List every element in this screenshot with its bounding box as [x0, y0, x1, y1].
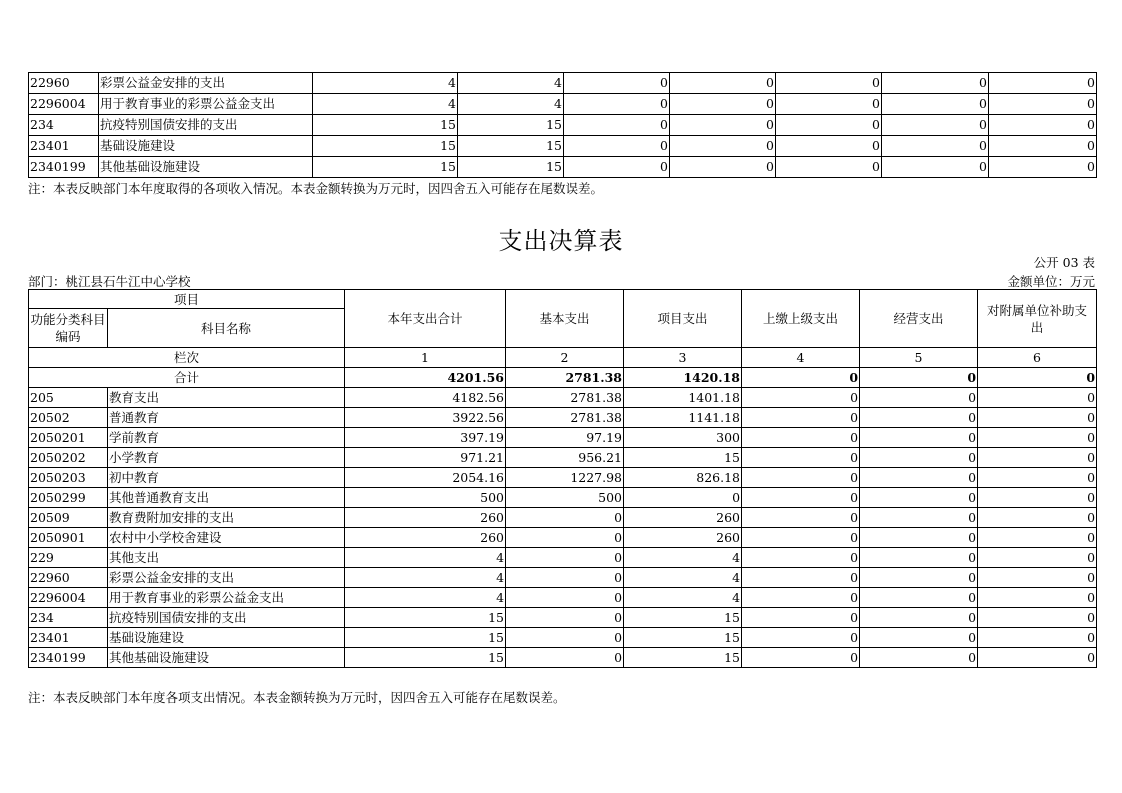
- row-value: 0: [670, 115, 776, 136]
- row-value: 0: [776, 136, 882, 157]
- table-row: [29, 136, 1097, 157]
- row-value: 0: [989, 157, 1097, 178]
- row-value: 0: [978, 388, 1097, 408]
- row-value: 0: [506, 528, 624, 548]
- row-value: 0: [624, 488, 742, 508]
- row-value: 97.19: [506, 428, 624, 448]
- row-code: 2296004: [29, 588, 108, 608]
- row-value: 0: [564, 136, 670, 157]
- row-value: 0: [742, 648, 860, 668]
- row-value: 4: [624, 568, 742, 588]
- row-value: 2781.38: [506, 408, 624, 428]
- table-row: [29, 548, 1097, 568]
- row-name: 普通教育: [108, 408, 345, 428]
- row-name: 教育费附加安排的支出: [108, 508, 345, 528]
- row-value: 4: [345, 548, 506, 568]
- row-value: 0: [882, 157, 989, 178]
- row-value: 0: [989, 94, 1097, 115]
- column-index-label: 栏次: [29, 348, 345, 368]
- row-name: 其他基础设施建设: [99, 157, 313, 178]
- row-value: 4: [345, 568, 506, 588]
- row-value: 2054.16: [345, 468, 506, 488]
- row-name: 抗疫特别国债安排的支出: [108, 608, 345, 628]
- row-name: 彩票公益金安排的支出: [99, 73, 313, 94]
- row-value: 15: [345, 628, 506, 648]
- row-value: 0: [860, 548, 978, 568]
- row-value: 0: [860, 528, 978, 548]
- row-value: 0: [776, 94, 882, 115]
- row-value: 0: [978, 428, 1097, 448]
- row-code: 2340199: [29, 648, 108, 668]
- row-value: 0: [989, 73, 1097, 94]
- amount-unit-label: 金额单位：万元: [1007, 274, 1095, 289]
- header-code: 功能分类科目编码: [29, 309, 108, 348]
- row-value: 0: [882, 73, 989, 94]
- row-value: 0: [670, 94, 776, 115]
- row-value: 4: [345, 588, 506, 608]
- row-name: 用于教育事业的彩票公益金支出: [108, 588, 345, 608]
- row-name: 学前教育: [108, 428, 345, 448]
- row-value: 0: [978, 408, 1097, 428]
- row-value: 260: [624, 528, 742, 548]
- row-value: 826.18: [624, 468, 742, 488]
- header-basic-expenditure: 基本支出: [506, 290, 624, 348]
- row-value: 260: [624, 508, 742, 528]
- row-value: 956.21: [506, 448, 624, 468]
- row-value: 0: [978, 488, 1097, 508]
- row-value: 0: [882, 115, 989, 136]
- header-total-expenditure: 本年支出合计: [345, 290, 506, 348]
- total-label: 合计: [29, 368, 345, 388]
- table-row: [29, 428, 1097, 448]
- row-name: 用于教育事业的彩票公益金支出: [99, 94, 313, 115]
- table-row: [29, 568, 1097, 588]
- row-value: 0: [989, 136, 1097, 157]
- row-value: 15: [458, 115, 564, 136]
- table-row: [29, 408, 1097, 428]
- row-value: 4: [458, 94, 564, 115]
- table-row: [29, 648, 1097, 668]
- table-row: [29, 588, 1097, 608]
- row-value: 0: [742, 588, 860, 608]
- table-row: [29, 528, 1097, 548]
- row-value: 0: [742, 608, 860, 628]
- table-row: [29, 115, 1097, 136]
- row-code: 23401: [29, 136, 99, 157]
- row-name: 基础设施建设: [99, 136, 313, 157]
- row-value: 0: [978, 548, 1097, 568]
- total-value: 2781.38: [506, 368, 624, 388]
- row-value: 0: [506, 568, 624, 588]
- column-index-4: 4: [742, 348, 860, 368]
- row-value: 0: [860, 508, 978, 528]
- row-value: 0: [742, 448, 860, 468]
- row-name: 初中教育: [108, 468, 345, 488]
- row-code: 205: [29, 388, 108, 408]
- form-number: 公开 03 表: [1033, 255, 1095, 270]
- table-row: [29, 448, 1097, 468]
- row-value: 0: [860, 628, 978, 648]
- row-value: 0: [860, 408, 978, 428]
- row-value: 0: [742, 508, 860, 528]
- row-value: 0: [860, 448, 978, 468]
- row-value: 0: [742, 628, 860, 648]
- row-value: 0: [860, 608, 978, 628]
- header-name: 科目名称: [108, 309, 345, 348]
- row-code: 2050202: [29, 448, 108, 468]
- row-value: 0: [978, 628, 1097, 648]
- row-value: 15: [624, 648, 742, 668]
- row-code: 20509: [29, 508, 108, 528]
- row-value: 15: [313, 157, 458, 178]
- expenditure-table: [28, 289, 1097, 668]
- table-row: [29, 94, 1097, 115]
- row-value: 0: [860, 468, 978, 488]
- row-value: 0: [742, 488, 860, 508]
- row-value: 15: [624, 608, 742, 628]
- table-row: [29, 488, 1097, 508]
- page-title: 支出决算表: [498, 227, 624, 255]
- row-value: 0: [978, 528, 1097, 548]
- row-value: 15: [458, 157, 564, 178]
- row-value: 0: [742, 428, 860, 448]
- total-value: 0: [860, 368, 978, 388]
- row-code: 229: [29, 548, 108, 568]
- row-value: 0: [506, 548, 624, 568]
- row-value: 0: [506, 628, 624, 648]
- row-value: 3922.56: [345, 408, 506, 428]
- row-value: 500: [506, 488, 624, 508]
- row-value: 0: [564, 115, 670, 136]
- row-value: 0: [978, 608, 1097, 628]
- row-code: 2050299: [29, 488, 108, 508]
- row-value: 4: [458, 73, 564, 94]
- row-value: 0: [742, 548, 860, 568]
- table-row: [29, 608, 1097, 628]
- row-value: 1227.98: [506, 468, 624, 488]
- row-value: 0: [860, 488, 978, 508]
- row-value: 0: [882, 94, 989, 115]
- expenditure-table-note: 注：本表反映部门本年度各项支出情况。本表金额转换为万元时，因四舍五入可能存在尾数误差。: [28, 690, 566, 705]
- total-value: 0: [978, 368, 1097, 388]
- row-value: 0: [506, 508, 624, 528]
- row-name: 彩票公益金安排的支出: [108, 568, 345, 588]
- row-code: 234: [29, 115, 99, 136]
- row-value: 0: [564, 73, 670, 94]
- row-name: 抗疫特别国债安排的支出: [99, 115, 313, 136]
- column-index-6: 6: [978, 348, 1097, 368]
- row-value: 0: [860, 648, 978, 668]
- row-code: 20502: [29, 408, 108, 428]
- row-value: 971.21: [345, 448, 506, 468]
- row-value: 4: [624, 548, 742, 568]
- row-value: 0: [742, 408, 860, 428]
- row-name: 农村中小学校舍建设: [108, 528, 345, 548]
- row-name: 教育支出: [108, 388, 345, 408]
- row-code: 2050201: [29, 428, 108, 448]
- row-value: 300: [624, 428, 742, 448]
- row-value: 0: [860, 388, 978, 408]
- header-remit-superior: 上缴上级支出: [742, 290, 860, 348]
- row-value: 260: [345, 508, 506, 528]
- table-row: [29, 388, 1097, 408]
- table-row: [29, 508, 1097, 528]
- row-value: 0: [742, 468, 860, 488]
- row-value: 0: [742, 568, 860, 588]
- row-code: 23401: [29, 628, 108, 648]
- row-value: 15: [624, 448, 742, 468]
- row-value: 500: [345, 488, 506, 508]
- row-value: 0: [776, 115, 882, 136]
- row-value: 4: [624, 588, 742, 608]
- row-value: 0: [564, 157, 670, 178]
- row-value: 0: [978, 508, 1097, 528]
- row-value: 0: [989, 115, 1097, 136]
- row-code: 234: [29, 608, 108, 628]
- row-value: 0: [882, 136, 989, 157]
- row-code: 2296004: [29, 94, 99, 115]
- row-value: 15: [458, 136, 564, 157]
- row-value: 0: [670, 157, 776, 178]
- row-value: 4182.56: [345, 388, 506, 408]
- row-code: 22960: [29, 73, 99, 94]
- row-name: 其他普通教育支出: [108, 488, 345, 508]
- row-value: 15: [345, 648, 506, 668]
- row-value: 15: [313, 115, 458, 136]
- row-name: 小学教育: [108, 448, 345, 468]
- row-value: 0: [670, 73, 776, 94]
- header-item: 项目: [29, 290, 345, 309]
- header-operating-expenditure: 经营支出: [860, 290, 978, 348]
- row-name: 其他支出: [108, 548, 345, 568]
- row-value: 15: [313, 136, 458, 157]
- total-value: 1420.18: [624, 368, 742, 388]
- row-value: 15: [345, 608, 506, 628]
- row-value: 0: [506, 588, 624, 608]
- header-project-expenditure: 项目支出: [624, 290, 742, 348]
- total-value: 4201.56: [345, 368, 506, 388]
- row-value: 4: [313, 94, 458, 115]
- row-value: 397.19: [345, 428, 506, 448]
- table-row: [29, 628, 1097, 648]
- row-value: 260: [345, 528, 506, 548]
- column-index-5: 5: [860, 348, 978, 368]
- row-value: 0: [776, 73, 882, 94]
- table-row: [29, 157, 1097, 178]
- table-row: [29, 468, 1097, 488]
- row-value: 0: [978, 568, 1097, 588]
- column-index-3: 3: [624, 348, 742, 368]
- row-name: 其他基础设施建设: [108, 648, 345, 668]
- row-value: 0: [978, 648, 1097, 668]
- column-index-2: 2: [506, 348, 624, 368]
- row-code: 2050901: [29, 528, 108, 548]
- table-row: [29, 73, 1097, 94]
- column-index-1: 1: [345, 348, 506, 368]
- row-value: 1401.18: [624, 388, 742, 408]
- row-value: 0: [978, 588, 1097, 608]
- row-value: 0: [978, 448, 1097, 468]
- income-table-continued: [28, 72, 1097, 178]
- row-value: 2781.38: [506, 388, 624, 408]
- row-value: 0: [564, 94, 670, 115]
- row-value: 0: [506, 608, 624, 628]
- row-value: 0: [742, 388, 860, 408]
- row-value: 0: [506, 648, 624, 668]
- row-value: 4: [313, 73, 458, 94]
- row-value: 0: [742, 528, 860, 548]
- row-value: 1141.18: [624, 408, 742, 428]
- header-subsidiary-subsidy: 对附属单位补助支出: [978, 290, 1097, 348]
- row-code: 22960: [29, 568, 108, 588]
- row-value: 15: [624, 628, 742, 648]
- row-code: 2050203: [29, 468, 108, 488]
- row-value: 0: [860, 588, 978, 608]
- total-value: 0: [742, 368, 860, 388]
- row-value: 0: [860, 568, 978, 588]
- row-value: 0: [670, 136, 776, 157]
- row-code: 2340199: [29, 157, 99, 178]
- department-label: 部门：桃江县石牛江中心学校: [28, 274, 191, 289]
- row-value: 0: [978, 468, 1097, 488]
- row-name: 基础设施建设: [108, 628, 345, 648]
- row-value: 0: [776, 157, 882, 178]
- income-table-note: 注：本表反映部门本年度取得的各项收入情况。本表金额转换为万元时，因四舍五入可能存在尾数误差。: [28, 181, 604, 196]
- row-value: 0: [860, 428, 978, 448]
